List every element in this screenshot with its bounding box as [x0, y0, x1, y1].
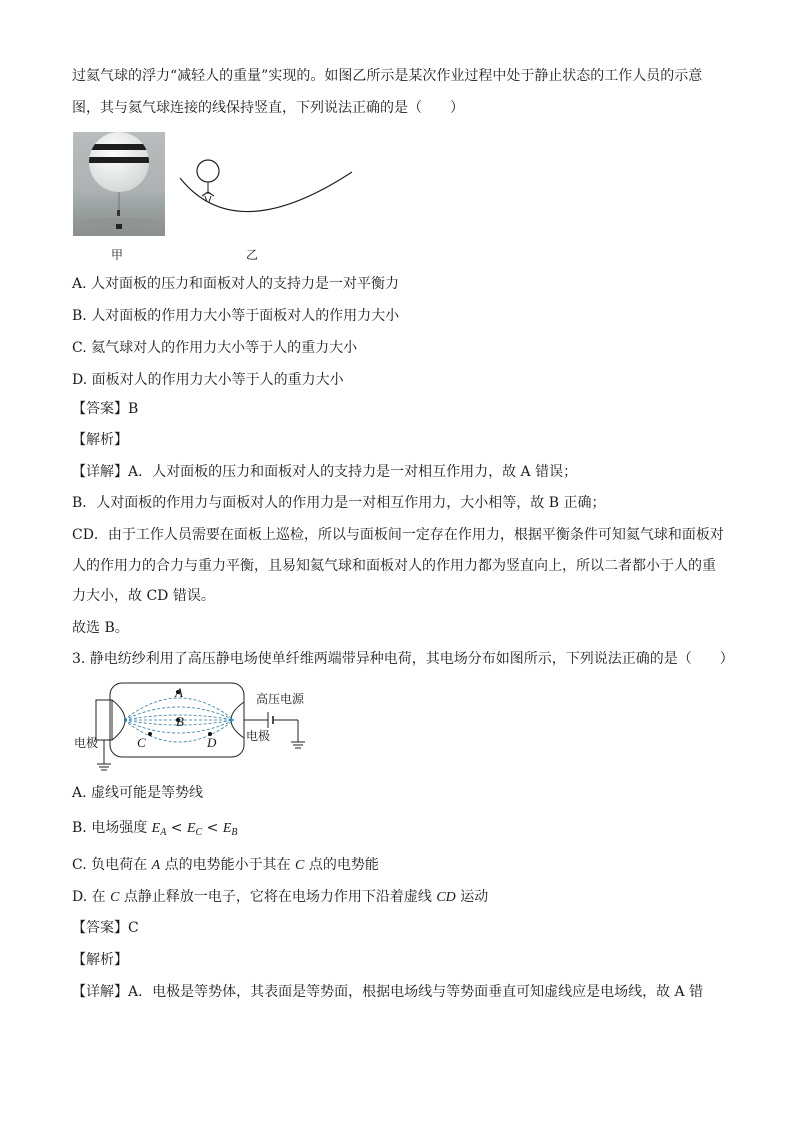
analysis-label: 【解析】: [72, 432, 128, 448]
left-electrode-label: 电极: [74, 736, 99, 750]
q3-analysis-label: 【解析】: [72, 952, 128, 968]
option-c: C. 氦气球对人的作用力大小等于人的重力大小: [72, 340, 358, 356]
q3-option-d: D. 在 C 点静止释放一电子，它将在电场力作用下沿着虚线 CD 运动: [72, 889, 489, 905]
detail-line-2: B．人对面板的作用力与面板对人的作用力是一对相互作用力，大小相等，故 B 正确；: [72, 495, 606, 511]
intro-line-1: 过氦气球的浮力“减轻人的重量”实现的。如图乙所示是某次作业过程中处于静止状态的工作人员的示意: [72, 68, 703, 84]
detail-line-1: 【详解】A．人对面板的压力和面板对人的支持力是一对相互作用力，故 A 错误；: [72, 464, 578, 480]
point-label-a: A: [175, 685, 183, 700]
right-electrode-label: 电极: [246, 729, 271, 743]
balloon-photo: [73, 132, 165, 236]
q3-option-a: A. 虚线可能是等势线: [72, 785, 204, 801]
q3-option-b: B. 电场强度 $E_A < E_C < E_B$: [72, 820, 238, 838]
option-a: A. 人对面板的压力和面板对人的支持力是一对平衡力: [72, 276, 400, 292]
figure-label-yi: 乙: [246, 248, 259, 262]
balloon-schematic: [176, 158, 356, 232]
point-label-d: D: [207, 735, 217, 750]
option-b: B. 人对面板的作用力大小等于面板对人的作用力大小: [72, 308, 400, 324]
q3-option-c: C. 负电荷在 A 点的电势能小于其在 C 点的电势能: [72, 857, 379, 873]
q3-answer-label: 【答案】C: [72, 920, 139, 936]
answer-label: 【答案】B: [72, 401, 139, 417]
q3-detail-line-1: 【详解】A．电极是等势体，其表面是等势面，根据电场线与等势面垂直可知虚线应是电场线，故 A 错: [72, 984, 704, 1000]
intro-line-2: 图，其与氦气球连接的线保持竖直，下列说法正确的是（ ）: [72, 100, 464, 116]
detail-line-4: 人的作用力的合力与重力平衡，且易知氦气球和面板对人的作用力都为竖直向上，所以二者都小于人的重: [72, 558, 716, 574]
figure-label-jia: 甲: [111, 248, 124, 262]
point-label-c: C: [137, 735, 146, 750]
power-source-label: 高压电源: [256, 692, 305, 706]
option-d: D. 面板对人的作用力大小等于人的重力大小: [72, 372, 344, 388]
detail-line-3: CD．由于工作人员需要在面板上巡检，所以与面板间一定存在作用力，根据平衡条件可知氦气球和面板对: [72, 527, 724, 543]
question-3-stem: 3. 静电纺纱利用了高压静电场使单纤维两端带异种电荷，其电场分布如图所示，下列说法正确的是（ ）: [72, 651, 734, 667]
point-label-b: B: [176, 714, 184, 729]
detail-line-5: 力大小，故 CD 错误。: [72, 588, 215, 604]
conclusion: 故选 B。: [72, 620, 129, 636]
